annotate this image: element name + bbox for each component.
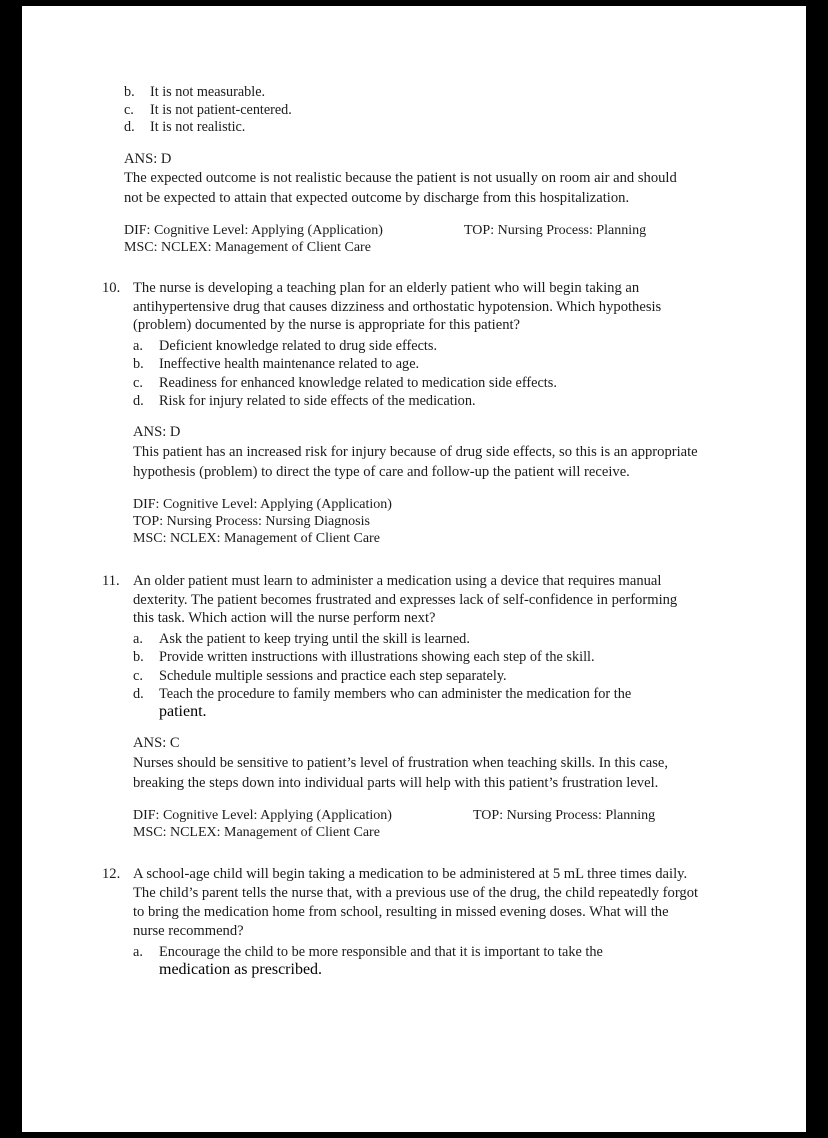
answer-block [133, 734, 772, 792]
question-number: 11. [102, 572, 120, 589]
option-list [133, 943, 772, 979]
answer-rationale-line: This patient has an increased risk for injury because of drug side effects, so this is an appropriate [133, 443, 698, 460]
option-letter: c. [133, 374, 143, 391]
question-metadata [133, 496, 772, 548]
option-letter: b. [124, 84, 135, 100]
list-item [133, 355, 772, 373]
question-stem-line: The child’s parent tells the nurse that, with a previous use of the drug, the child repeatedly forgot [133, 885, 699, 902]
answer-block [124, 150, 772, 208]
meta-top: TOP: Nursing Process: Planning [464, 222, 647, 238]
option-text: Provide written instructions with illustrations showing each step of the skill. [159, 649, 595, 666]
question-item [100, 279, 772, 548]
option-text: Deficient knowledge related to drug side effects. [159, 338, 438, 355]
option-letter: c. [124, 101, 134, 118]
list-item [133, 667, 772, 685]
option-text: Encourage the child to be more responsible and that it is important to take the [159, 943, 603, 960]
list-item [133, 630, 772, 648]
meta-dif: DIF: Cognitive Level: Applying (Application) [124, 222, 383, 238]
option-text-continued: medication as prescribed. [159, 960, 323, 978]
list-item [124, 102, 772, 120]
question-item [100, 865, 772, 978]
meta-msc: MSC: NCLEX: Management of Client Care [133, 824, 380, 840]
question-stem-line: An older patient must learn to administer a medication using a device that requires manual [133, 572, 662, 589]
option-list [133, 630, 772, 721]
question-body [133, 865, 772, 978]
option-letter: d. [133, 393, 144, 410]
list-item [133, 374, 772, 392]
answer-rationale-line: Nurses should be sensitive to patient’s level of frustration when teaching skills. In this case, [133, 754, 668, 771]
answer-label: ANS: D [133, 424, 181, 441]
question-stem-line: antihypertensive drug that causes dizziness and orthostatic hypotension. Which hypothesis [133, 298, 662, 315]
page-content [100, 84, 772, 979]
option-letter: a. [133, 943, 143, 960]
question-metadata [133, 807, 772, 842]
option-letter: a. [133, 631, 143, 648]
option-text: Ask the patient to keep trying until the skill is learned. [159, 631, 470, 648]
meta-dif: DIF: Cognitive Level: Applying (Application) [133, 496, 392, 512]
answer-label: ANS: D [124, 150, 172, 167]
question-stem-line: A school-age child will begin taking a medication to be administered at 5 mL three times daily. [133, 866, 688, 883]
question-stem-line: nurse recommend? [133, 922, 244, 939]
option-text: It is not realistic. [150, 119, 246, 136]
option-text: Ineffective health maintenance related to age. [159, 356, 420, 373]
question-number: 12. [102, 866, 121, 883]
question-stem-line: this task. Which action will the nurse perform next? [133, 610, 436, 627]
option-letter: d. [133, 686, 144, 703]
continued-option-list [124, 84, 772, 137]
list-item [133, 943, 772, 961]
answer-block [133, 423, 772, 481]
list-item [133, 392, 772, 410]
answer-rationale-line: hypothesis (problem) to direct the type of care and follow-up the patient will receive. [133, 463, 630, 480]
answer-rationale-line: The expected outcome is not realistic because the patient is not usually on room air and should [124, 169, 677, 186]
question-metadata [124, 222, 772, 257]
option-text: Readiness for enhanced knowledge related to medication side effects. [159, 374, 557, 391]
option-letter: d. [124, 119, 135, 136]
meta-dif: DIF: Cognitive Level: Applying (Application) [133, 807, 392, 823]
answer-rationale-line: not be expected to attain that expected outcome by discharge from this hospitalization. [124, 189, 630, 206]
option-text-continued: patient. [159, 703, 207, 721]
option-text: Risk for injury related to side effects of the medication. [159, 393, 476, 410]
question-number: 10. [102, 279, 121, 296]
option-list [133, 337, 772, 410]
option-text: It is not measurable. [150, 84, 266, 100]
list-item [124, 84, 772, 102]
document-page [22, 6, 806, 1132]
question-stem-line: The nurse is developing a teaching plan for an elderly patient who will begin taking an [133, 279, 640, 296]
question-stem-line: to bring the medication home from school, resulting in missed evening doses. What will the [133, 903, 669, 920]
answer-rationale-line: breaking the steps down into individual parts will help with this patient’s frustration level. [133, 774, 659, 791]
question-body [133, 572, 772, 842]
list-item [133, 648, 772, 666]
option-text: Schedule multiple sessions and practice each step separately. [159, 667, 507, 684]
option-letter: b. [133, 649, 144, 666]
question-item [100, 572, 772, 842]
meta-msc: MSC: NCLEX: Management of Client Care [133, 531, 380, 547]
meta-top: TOP: Nursing Process: Planning [473, 807, 656, 823]
option-text: Teach the procedure to family members who can administer the medication for the [159, 686, 632, 703]
list-item [124, 119, 772, 137]
option-letter: c. [133, 667, 143, 684]
meta-top: TOP: Nursing Process: Nursing Diagnosis [133, 513, 370, 529]
question-stem-line: dexterity. The patient becomes frustrated and expresses lack of self-confidence in performing [133, 591, 678, 608]
answer-label: ANS: C [133, 735, 180, 752]
meta-msc: MSC: NCLEX: Management of Client Care [124, 240, 371, 256]
question-body [133, 279, 772, 548]
option-letter: a. [133, 338, 143, 355]
option-letter: b. [133, 356, 144, 373]
list-item [133, 685, 772, 703]
list-item [133, 337, 772, 355]
option-text: It is not patient-centered. [150, 101, 292, 118]
question-stem-line: (problem) documented by the nurse is appropriate for this patient? [133, 317, 521, 334]
